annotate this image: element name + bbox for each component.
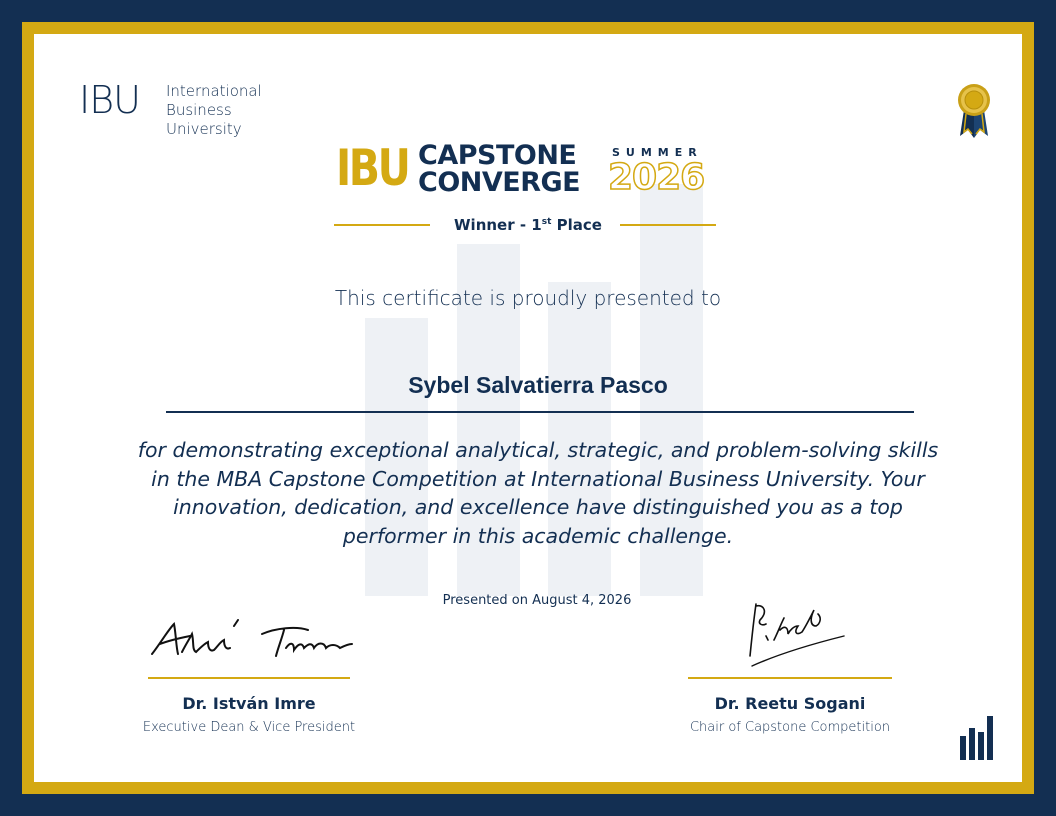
name-underline: [166, 411, 914, 413]
event-title: [334, 138, 754, 198]
logo-line: University: [166, 120, 242, 138]
signature-reetu-sogani: [744, 596, 848, 670]
signatory-title: Chair of Capstone Competition: [689, 720, 891, 735]
recipient-name: Sybel Salvatierra Pasco: [408, 372, 668, 398]
event-brand: IBU: [336, 139, 409, 197]
event-name-line: CONVERGE: [418, 167, 581, 198]
university-logo-mark: IBU: [79, 78, 140, 122]
signatory-name: Dr. István Imre: [182, 694, 316, 713]
signatory-name: Dr. Reetu Sogani: [714, 694, 866, 713]
bar-chart-icon: [958, 712, 996, 760]
event-name-line: CAPSTONE: [418, 140, 577, 171]
gold-divider: [620, 224, 716, 226]
signature-line: [148, 677, 350, 679]
certificate-paper: [34, 34, 1022, 782]
event-name: [418, 142, 580, 196]
award-label: [438, 216, 618, 234]
signatory-title: Executive Dean & Vice President: [142, 720, 356, 735]
presentation-date: Presented on August 4, 2026: [442, 593, 632, 608]
award-prefix: Winner - 1: [454, 216, 542, 234]
certificate-body: for demonstrating exceptional analytical, strategic, and problem-solving skills in the MBA Capstone Competition at International Business University. Your innovation, dedication, and excellence have distinguished you as a top performer in this academic challenge.: [137, 438, 939, 548]
logo-line: Business: [166, 101, 232, 119]
award-suffix: Place: [551, 216, 602, 234]
event-year: 2026: [608, 157, 705, 198]
certificate-intro: This certificate is proudly presented to: [334, 286, 722, 310]
medal-icon: [956, 82, 992, 140]
event-season: SUMMER: [612, 146, 703, 159]
university-logo-text: [166, 82, 262, 139]
logo-line: International: [166, 82, 262, 100]
gold-divider: [334, 224, 430, 226]
award-ordinal: st: [541, 217, 552, 227]
signature-istvan-imre: [146, 608, 356, 664]
signature-line: [688, 677, 892, 679]
